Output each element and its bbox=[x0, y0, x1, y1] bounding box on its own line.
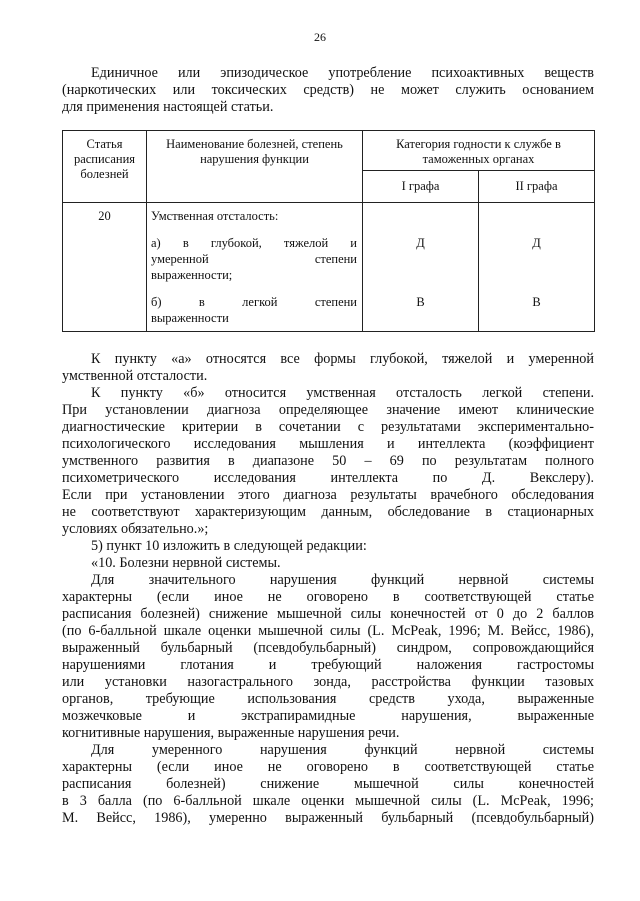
body-line: характерны (если иное не оговорено в соответствующей статье bbox=[62, 589, 594, 605]
body-line: мозжечковые и экстрапирамидные нарушения, выраженные bbox=[62, 708, 594, 724]
page-number: 26 bbox=[314, 30, 326, 44]
body-line: расписания болезней) снижение мышечной силы конечностей bbox=[62, 776, 594, 792]
body-line: органов, требующие использования средств ухода, выраженные bbox=[62, 691, 594, 707]
header-column-1: I графа bbox=[363, 171, 479, 203]
body-line: Для значительного нарушения функций нервной системы bbox=[91, 572, 594, 588]
body-line: К пункту «б» относится умственная отсталость легкой степени. bbox=[91, 385, 594, 401]
body-line: умственной отсталости. bbox=[62, 368, 208, 384]
header-article: Статья расписания болезней bbox=[63, 131, 147, 203]
header-column-2: II графа bbox=[479, 171, 595, 203]
body-line: Если при установлении этого диагноза результаты врачебного обследования bbox=[62, 487, 594, 503]
body-line: характерны (если иное не оговорено в соответствующей статье bbox=[62, 759, 594, 775]
row-column-2 bbox=[479, 203, 595, 332]
body-line: психологического исследования мышления и интеллекта (коэффициент bbox=[62, 436, 594, 452]
item-a-category-2: Д bbox=[532, 236, 541, 250]
disease-schedule-table bbox=[62, 130, 595, 332]
item-b-line: выраженности bbox=[151, 311, 229, 325]
item-a-line: умеренной степени bbox=[151, 252, 357, 266]
body-line: М. Вейсс, 1986), умеренно выраженный бульбарный (псевдобульбарный) bbox=[62, 810, 594, 826]
body-line: условиях обязательно.»; bbox=[62, 521, 209, 537]
row-title: Умственная отсталость: bbox=[151, 209, 279, 223]
body-line: «10. Болезни нервной системы. bbox=[91, 555, 281, 571]
body-line: умственного развития в диапазоне 50 – 69 по результатам полного bbox=[62, 453, 594, 469]
body-line: в 3 балла (по 6-балльной шкале оценки мышечной силы (L. McPeak, 1996; bbox=[62, 793, 594, 809]
body-line: выраженный бульбарный (псевдобульбарный) синдром, сопровождающийся bbox=[62, 640, 594, 656]
body-line: диагностические критерии в сочетании с результатами экспериментально- bbox=[62, 419, 594, 435]
row-column-1 bbox=[363, 203, 479, 332]
header-fitness-category: Категория годности к службе в таможенных органах bbox=[363, 131, 595, 171]
item-a-line: а) в глубокой, тяжелой и bbox=[151, 236, 357, 250]
intro-line: для применения настоящей статьи. bbox=[62, 99, 274, 115]
intro-line: (наркотических или токсических средств) не может служить основанием bbox=[62, 82, 594, 98]
body-line: Для умеренного нарушения функций нервной системы bbox=[91, 742, 594, 758]
item-b-category-1: В bbox=[416, 295, 425, 309]
item-a-category-1: Д bbox=[416, 236, 425, 250]
item-a-line: выраженности; bbox=[151, 268, 233, 282]
body-line: расписания болезней) снижение мышечной силы конечностей от 0 до 2 баллов bbox=[62, 606, 594, 622]
item-b-category-2: В bbox=[532, 295, 541, 309]
body-line: или установки назогастрального зонда, расстройства функции тазовых bbox=[62, 674, 594, 690]
body-line: При установлении диагноза определяющее значение имеют клинические bbox=[62, 402, 594, 418]
intro-line: Единичное или эпизодическое употребление психоактивных веществ bbox=[91, 65, 594, 81]
row-disease-description bbox=[147, 203, 363, 332]
body-line: когнитивные нарушения, выраженные нарушения речи. bbox=[62, 725, 400, 741]
body-line: не соответствуют характеризующим данным, обследование в стационарных bbox=[62, 504, 594, 520]
item-b-line: б) в легкой степени bbox=[151, 295, 357, 309]
body-line: психометрического исследования интеллекта по Д. Векслеру). bbox=[62, 470, 594, 486]
body-line: (по 6-балльной шкале оценки мышечной силы (L. McPeak, 1996; М. Вейсс, 1986), bbox=[62, 623, 594, 639]
header-disease-name: Наименование болезней, степень нарушения функции bbox=[147, 131, 363, 203]
body-line: нарушениями глотания и требующий наложения гастростомы bbox=[62, 657, 594, 673]
row-article-number: 20 bbox=[63, 203, 147, 332]
body-line: К пункту «а» относятся все формы глубокой, тяжелой и умеренной bbox=[91, 351, 594, 367]
body-line: 5) пункт 10 изложить в следующей редакции: bbox=[91, 538, 367, 554]
